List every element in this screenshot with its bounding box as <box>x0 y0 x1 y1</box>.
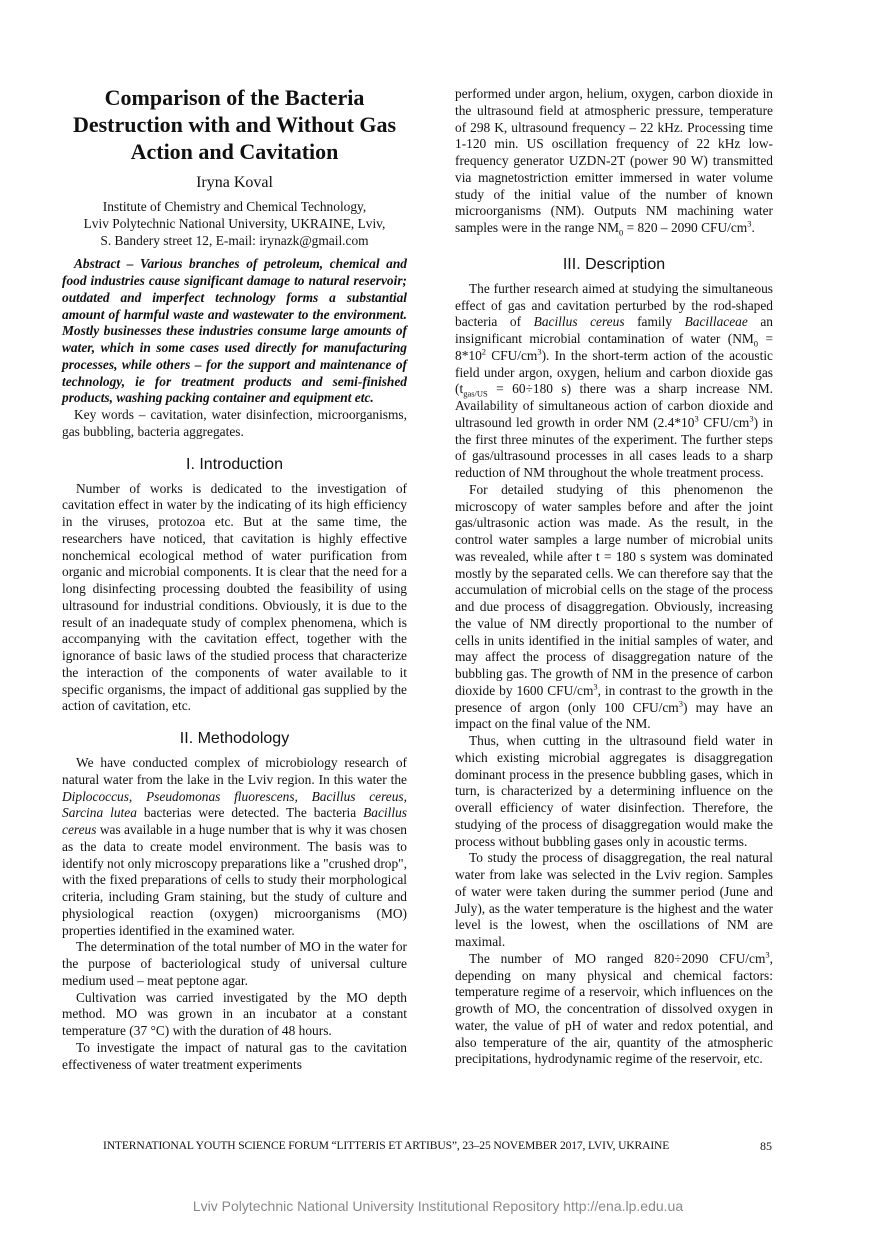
conference-footer: INTERNATIONAL YOUTH SCIENCE FORUM “LITTERIS ET ARTIBUS”, 23–25 NOVEMBER 2017, LVIV, UKRAINE <box>103 1139 670 1152</box>
superscript: 3 <box>694 413 699 424</box>
paragraph <box>455 86 773 237</box>
paragraph <box>62 939 407 989</box>
paragraph <box>62 990 407 1040</box>
paragraph <box>62 481 407 716</box>
paragraph <box>455 482 773 733</box>
text-run: was available in a huge number that is why it was chosen as the data to create model environment. The basis was to identify not only microscopy preparations like a "crushed drop", with the fixed preparations of cells to study their morphological criteria, including Gram staining, but the study of culture and physiological reaction (oxygen) microorganisms (MO) properties identified in the examined water. <box>62 822 407 938</box>
text-run: bacterias were detected. The bacteria <box>136 805 364 821</box>
text-run: performed under argon, helium, oxygen, carbon dioxide in the ultrasound field at atmospheric pressure, temperature of 298 K, ultrasound frequency – 22 kHz. Processing time 1-120 min. US oscillation frequency of 22 kHz low-frequency generator UZDN-2T (power 90 W) transmitted via magnetostriction emitter immersed in water volume study of the initial value of the number of known microorganisms (NM). Outputs NM machining water samples were in the range NM <box>455 86 773 235</box>
superscript: 3 <box>678 698 683 709</box>
description-body <box>455 281 773 1068</box>
subscript: gas/US <box>463 388 488 399</box>
paragraph <box>62 1040 407 1074</box>
italic-term: Bacillus cereus <box>533 314 625 330</box>
text-run: an insignificant microbial contamination of water (NM <box>455 314 773 346</box>
section-heading-methodology: II. Methodology <box>179 730 290 747</box>
affiliation-line: Lviv Polytechnic National University, UKRAINE, Lviv, <box>83 215 386 231</box>
page-number: 85 <box>760 1139 772 1153</box>
author: Iryna Koval <box>196 174 273 191</box>
section-heading-introduction: I. Introduction <box>186 455 283 473</box>
text-run: ) in the first three minutes of the experiment. The further steps of gas/ultrasound processes in all cases leads to a sharp reduction of NM throughout the whole treatment process. <box>455 414 773 480</box>
text-run: To investigate the impact of natural gas to the cavitation effectiveness of water treatment experiments <box>62 1039 407 1072</box>
subscript: 0 <box>618 227 624 238</box>
paragraph <box>455 281 773 482</box>
superscript: 3 <box>749 413 754 424</box>
italic-term: Bacillus cereus <box>62 805 407 837</box>
right-column <box>455 86 773 1068</box>
affiliation <box>62 199 407 249</box>
text-run: CFU/cm <box>698 414 750 430</box>
text-run: Number of works is dedicated to the investigation of cavitation effect in water by the indicating of its high efficiency in the viruses, protozoa etc. But at the same time, the researchers have noticed, that cavitation is highly effective nonchemical ecological method of water purification from organic and microbial components. It is clear that the need for a long disinfecting processing doubted the feasibility of using ultrasound for industrial conditions. Obviously, it is due to the result of an inadequate study of complex phenomena, which is accompanying with the cavitation effect, together with the ignorance of basic laws of the studied process that characterize the interaction of the components of water available to it specific organisms, the impact of additional gas supplied by the action of cavitation, etc. <box>62 480 407 714</box>
text-run: The further research aimed at studying the simultaneous effect of gas and cavitation perturbed by the rod-shaped bacteria of <box>455 280 773 330</box>
methodology-continued <box>455 86 773 237</box>
introduction-body <box>62 481 407 716</box>
paragraph <box>455 733 773 850</box>
paragraph <box>455 850 773 951</box>
superscript: 3 <box>765 949 770 960</box>
text-run: ). In the short-term action of the acoustic field under argon, oxygen, helium and carbon dioxide gas (t <box>455 347 774 397</box>
left-column <box>62 84 407 1073</box>
repository-watermark: Lviv Polytechnic National University Institutional Repository http://ena.lp.edu.ua <box>192 1198 684 1214</box>
superscript: 3 <box>747 218 752 229</box>
subscript: 0 <box>753 338 759 349</box>
paper-title: Comparison of the Bacteria Destruction with and Without Gas Action and Cavitation <box>72 85 397 164</box>
text-run: . <box>751 220 755 235</box>
text-run: To study the process of disaggregation, the real natural water from lake was selected in the Lviv region. Samples of water were taken during the summer period (June and July), as the water temperature is the highest and the water level is the lowest, when the oscillations of NM are maximal. <box>455 850 773 949</box>
keywords: Key words – cavitation, water disinfection, microorganisms, gas bubbling, bacteria aggregates. <box>62 407 407 439</box>
affiliation-line: Institute of Chemistry and Chemical Technology, <box>102 199 367 214</box>
affiliation-line: S. Bandery street 12, E-mail: irynazk@gmail.com <box>100 232 369 248</box>
methodology-body <box>62 755 407 1073</box>
text-run: Cultivation was carried investigated by the MO depth method. MO was grown in an incubator at a constant temperature (37 °C) with the duration of 48 hours. <box>62 989 407 1038</box>
paragraph <box>455 951 773 1068</box>
text-run: = 60÷180 s) there was a sharp increase NM. Availability of simultaneous action of carbon dioxide and ultrasound led growth in order NM (2.4*10 <box>455 381 773 430</box>
text-run: For detailed studying of this phenomenon the microscopy of water samples before and after the joint gas/ultrasonic action was made. As the result, in the control water samples a large number of microbial units was revealed, while after t = 180 s system was dominated mostly by the separated cells. We can therefore say that the accumulation of microbial cells on the stage of the process and due process of disaggregation. Obviously, increasing the value of NM directly proportional to the number of cells in units identified in the initial samples of water, and may affect the process of disaggregation nature of the bubbling gas. The growth of NM in the presence of carbon dioxide by 1600 CFU/cm <box>455 481 773 698</box>
section-heading-description: III. Description <box>562 255 666 273</box>
text-run: , depending on many physical and chemical factors: temperature regime of a reservoir, which influences on the growth of MO, the concentration of dissolved oxygen in water, the value of pH of water and redox potential, and also temperature of the air, quantity of the atmospheric precipitations, hydrodynamic regime of the reservoir, etc. <box>455 950 773 1067</box>
text-run: The determination of the total number of MO in the water for the purpose of bacteriological study of universal culture medium used – meat peptone agar. <box>62 939 407 988</box>
superscript: 3 <box>593 681 598 692</box>
text-run: Thus, when cutting in the ultrasound field water in which existing microbial aggregates is disaggregation dominant process in the presence bubbling gases, which in turn, is characterized by a determining influence on the overall efficiency of water disinfection. Therefore, the studying of the process of disaggregation would make the process without bubbling gases only in acoustic terms. <box>455 733 773 849</box>
text-run: family <box>624 314 685 330</box>
text-run: The number of MO ranged 820÷2090 CFU/cm <box>469 950 766 966</box>
text-run: We have conducted complex of microbiology research of natural water from the lake in the Lviv region. In this water the <box>62 755 407 787</box>
superscript: 3 <box>537 346 542 357</box>
superscript: 2 <box>481 346 487 357</box>
text-run: = 8*10 <box>455 331 773 363</box>
text-run: = 820 – 2090 CFU/cm <box>623 220 748 235</box>
text-run: CFU/cm <box>486 347 538 363</box>
text-run: ) may have an impact on the final value of the NM. <box>455 699 773 732</box>
text-run: , in contrast to the growth in the presence of argon (only 100 CFU/cm <box>455 682 773 715</box>
abstract: Abstract – Various branches of petroleum, chemical and food industries cause significant damage to natural reservoir; outdated and imperfect technology forms a substantial amount of harmful waste and wastewater to the environment. Mostly businesses these industries consume large amounts of water, which in some cases used directly for manufacturing processes, while others – for the support and maintenance of technology, ie for treatment products and semi-finished products, washing packing container and equipment etc. <box>62 256 407 406</box>
paragraph <box>62 755 407 939</box>
italic-term: Bacillaceae <box>684 314 748 330</box>
italic-term: Diplococcus, Pseudomonas fluorescens, Bacillus cereus, Sarcina lutea <box>62 788 407 821</box>
